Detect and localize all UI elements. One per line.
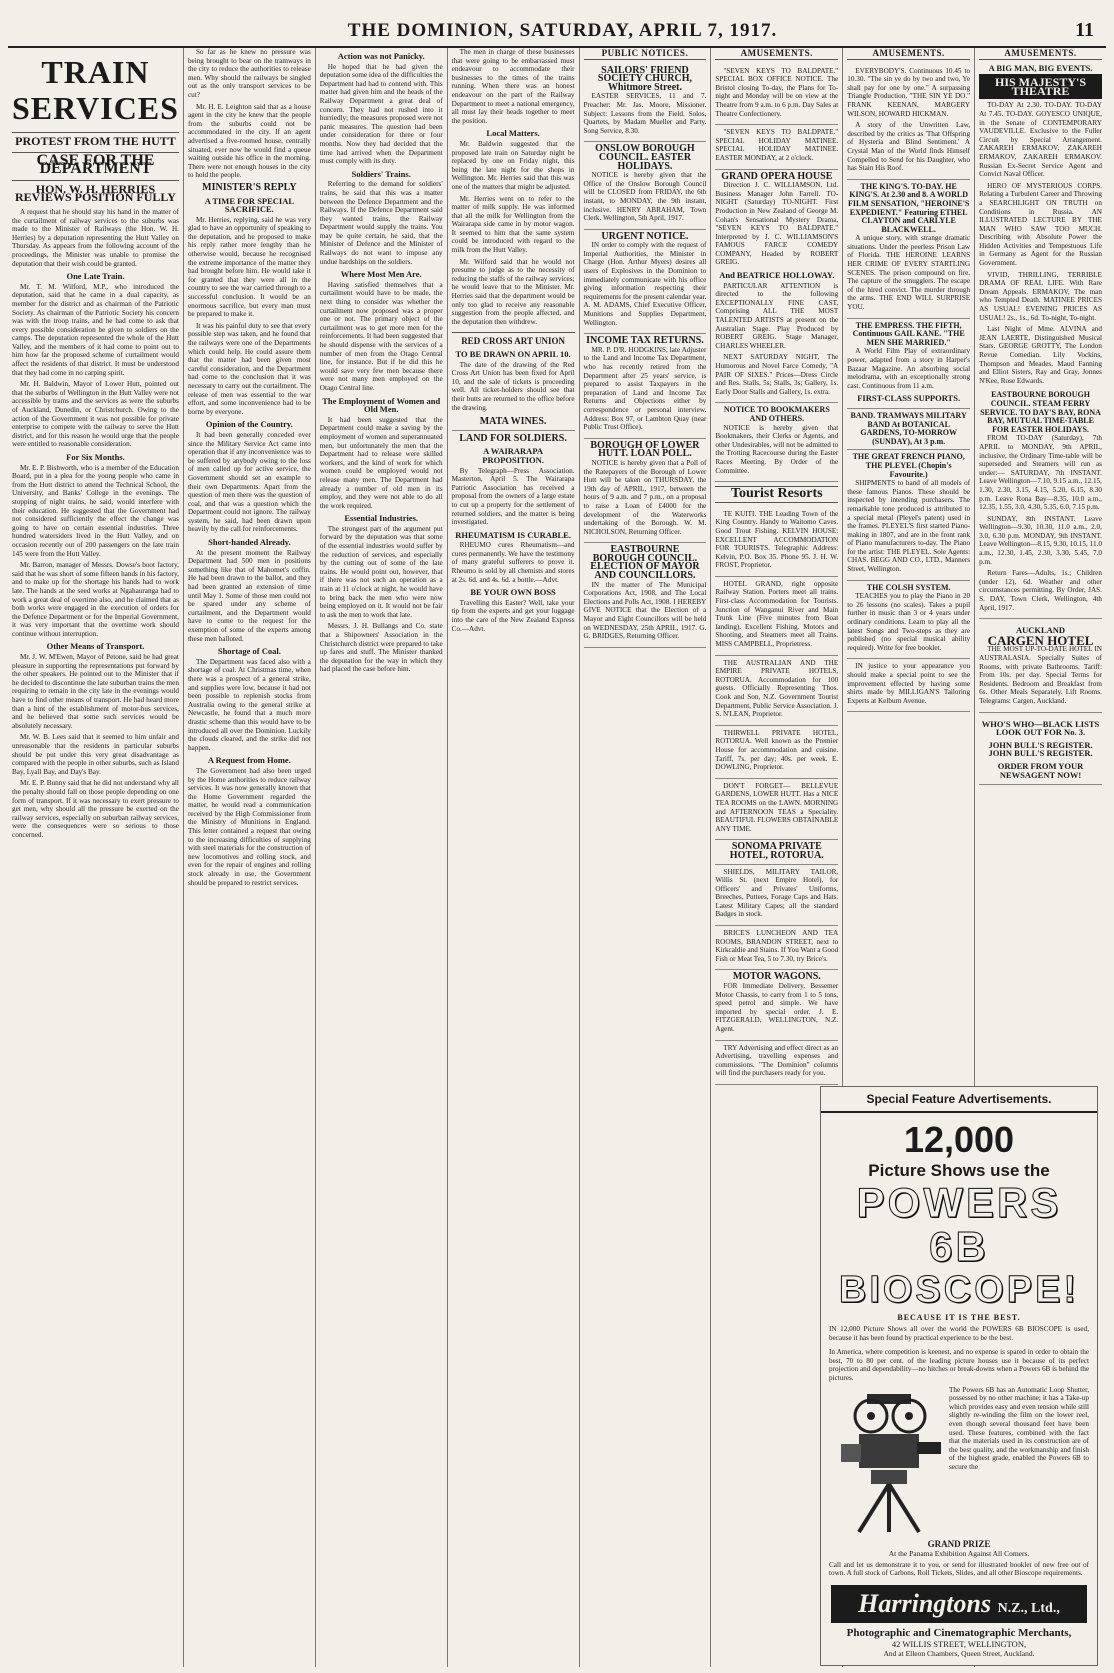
article-paragraph: RHEUMO cures Rheumatism—and cures permanently. We have the testimony of many grateful sufferers to prove it. Rheumo is sold by all chemists and stores at 2s. 6d. and 4s. 6d. a bottle.—Advt. <box>451 541 575 584</box>
ad-brices: BRICE'S LUNCHEON AND TEA ROOMS, BRANDON STREET, next to Kirkcaldie and Stains. If You Want a Good Fish or Meat Tea, 5 to 7.30, try Brice's. <box>715 926 838 970</box>
landsol-heading: LAND FOR SOLDIERS. <box>459 432 567 444</box>
ad-hotel-grand: HOTEL GRAND, right opposite Railway Station. Porters meet all trains. First-class Accommodation for Tourists. Junction of Wanganui River and Main Trunk Line (Five minutes from Boat landing). Excellent Fishing. Motors and Shooting, and Steamers meet all Trains. MISS CAMPBELL, Proprietress. <box>715 577 838 656</box>
article-paragraph: Mr. Herries, replying, said he was very glad to have an opportunity of speaking to the deputation, and he proposed to make his reply rather more lengthy than he otherwise would, because he recognised the extreme importance of the matter they had brought before him. He would take it for granted that they were all in the country to see the war carried through to a successful conclusion. It would be an enormous sacrifice, but every man must be prepared to make it. <box>187 215 311 319</box>
article-paragraph: So far as he knew no pressure was being brought to bear on the tramways in the city to reduce the authorities to release men. Why should the railways be singled out as the only transport services to be cut? <box>187 48 311 99</box>
article-paragraph: Mr. H. Baldwin, Mayor of Lower Hutt, pointed out that the suburbs of Wellington in the Hutt Valley were not accessible by trams and the services as were the suburbs of Auckland, Dunedin, or Christchurch. Owing to the action of the Government it was not possible for private enterprise to compete with the railway to serve the Hutt district, and for this reason he would urge that the people were entitled to reasonable consideration. <box>12 380 179 449</box>
article-paragraph: A request that he should stay his hand in the matter of the curtailment of railway services to the suburbs was made to the Minister of Railways (the Hon. W. H. Herries) by a deputation representing the Hutt Valley on Thursday. As appears from the following account of the proceedings, the Minister was unable to promise the deputation that their wish could be granted. <box>12 207 179 268</box>
ad-picture-shows: Picture Shows use the <box>868 1161 1050 1180</box>
article-paragraph: Mr. H. E. Leighton said that as a house agent in the city he knew that the people from the suburbs could not be accommodated in the city. If an agent advertised a five-roomed house, centrally situated, ever now he would find a queue waiting outside his office in the morning. There were not enough houses in the city to hold the people. <box>187 102 311 180</box>
ad-paragraph: TO-DAY At 2.30. TO-DAY. TO-DAY At 7.45. TO-DAY. GOYESCO UNIQUE, in the Senate of CONTEMPORARY VAUDEVILLE. Exclusive to the Fuller Circuit by Special Arrangement. ZAKAREH ERMAKOV, ZAKAREH ERMAKOV, ZAKAREH ERMAKOV. Russian Ex-Secret Service Agent and Convict Naval Officer. <box>979 101 1102 179</box>
ad-pleyel: THE GREAT FRENCH PIANO, THE PLEYEL (Chopin's Favourite.) SHIPMENTS to hand of all models of these famous Pianos. These should be inspected by intending purchasers. The remarkable tone produced is attributed to a special metal (Pleyel's patent) used in the frames. PLEYEL'S first started Piano-making in 1807, and are in the front rank of Piano manufacturers to-day. The Piano for the artist: THE PLEYEL. Sole Agents: CHAS. BEGG AND CO., LTD., Manners Street, Wellington. <box>847 450 970 580</box>
article-paragraph: At the present moment the Railway Department had 500 men in positions something like that of Mahomet's coffin. He had been drawn to the ballot, and they had been granted an extension of time until May 1. Some of those men could not be spared under any scheme of curtailment, and the Department would have to come to the request for the exemption of some of the experts among these men balloted. <box>187 548 311 643</box>
article-paragraph: Messrs. J. H. Bullangs and Co. state that a Shipowners' Association in the Christchurch district were prepared to take up fares and stuff. The Minister thanked the deputation for the way in which they had placed the case before him. <box>319 622 443 674</box>
masthead <box>8 0 1106 48</box>
ad-motor-wagons: MOTOR WAGONS. FOR Immediate Delivery, Bessemer Motor Chassis, to carry from 1 to 5 tons, speed petrol and simple. We have imported by special order. J. E. FITZGERALD, WELLINGTON, N.Z. Agent. <box>715 970 838 1040</box>
column-4 <box>448 48 580 1667</box>
ad-empress: THE EMPRESS. THE FIFTH, Continuous GAIL KANE. "THE MEN SHE MARRIED." A World Film Play of extraordinary power, adapted from a story in Harper's Bazaar Magazine. An absorbing social melodrama, with an exceptionally strong cast. Continuous from 11 a.m. FIRST-CLASS SUPPORTS. <box>847 319 970 409</box>
ad-thirwell: THIRWELL PRIVATE HOTEL, ROTORUA. Well known as the Premier House for accommodation and cuisine. Tariff, 7s. per day; 40s. per week. E. DOWLING, Proprietor. <box>715 726 838 779</box>
ad-kelvin-house: TE KUITI. THE Leading Town of the King Country. Handy to Waitomo Caves. Good Trout Fishing. KELVIN HOUSE: EXCELLENT ACCOMMODATION FOR TOURISTS. Telegraphic Address: Kelvin, P.O. Box 35. Phone 95. J. H. W. FROST, Proprietor. <box>715 507 838 577</box>
ad-advertising: TRY Advertising and effect direct as an Advertising, travelling expenses and commissions. "The Dominion" columns will find the purchasers ready for you. <box>715 1041 838 1085</box>
ad-colsh: THE COLSH SYSTEM. TEACHES you to play the Piano in 20 to 26 lessons (no scales). Takes a pupil further in music than 3 or 4 years under ordinary conditions. Learn to play all the latest Songs and Two-steps as they are published (no special musical ability required). Write for free booklet. <box>847 581 970 660</box>
column-2 <box>184 48 316 1667</box>
his-majestys-banner: HIS MAJESTY'S THEATRE <box>979 74 1102 99</box>
article-paragraph: The Government had also been urged by the Home authorities to reduce railway services. It was now generally known that the Home Government regarded the matter, he would read a communication received by the High Commissioner from the Ministry of Munitions in England. This letter contained a request that owing to the increasing difficulties of supplying with steel materials for the construction of new locomotives and rolling stock, and even for the repair of engines and rolling stock already in use, the Government should be prepared to restrict services. <box>187 766 311 887</box>
article-paragraph: Mr. E. P. Bunny said that he did not understand why all the penalty should fall on those people depending on one form of transport. If it was necessary to exert pressure to get men, why should all the pressure be exerted on the railway services, especially on suburban railway services, were the consequences were so serious to those concerned. <box>12 779 179 839</box>
article-paragraph: The strongest part of the argument put forward by the deputation was that some of the essential industries would suffer by the reduction of services, and especially by the cutting out of some of the late trains. He would point out, however, that if there was not such an operation as a train at 11 o'clock at night, he would have to bring back the men who were now being employed on it. It would not be fair to ask the men to work that late. <box>319 524 443 619</box>
article-subheading: One Late Train. <box>66 271 125 282</box>
article-paragraph: Mr. W. B. Lees said that it seemed to him unfair and unreasonable that the residents in particular suburbs should be put under this very great disadvantage as compared with the people in other suburbs, such as Island Bay, Lyall Bay, and Day's Bay. <box>12 733 179 776</box>
article-paragraph: Mr. T. M. Wilford, M.P., who introduced the deputation, said that he came in a dual capacity, as member for the district and as chairman of the Patriotic Society. As chairman of the Patriotic Society his concern was with the troop trains, and he had come to ask that every possible consideration be given to soldiers on the camps. The deputation represented the whole of the Hutt Valley, and the members of it had come to point out to him how far the proposed scheme of curtailment would affect the residents of that district. It must be understood that they had come in no carping spirit. <box>12 282 179 377</box>
article-subheading: Essential Industries. <box>344 513 419 524</box>
article-paragraph: It had been suggested that the Department could make a saving by the employment of women and superannuated men, but unfortunately the men that the Department had to release were skilled workers, and the kind of work for which women could be employed would not release many men. The Department had already a number of old men in its employ, and they were not able to do all the work required. <box>319 415 443 510</box>
ad-bookmakers: NOTICE TO BOOKMAKERS AND OTHERS. NOTICE is hereby given that Bookmakers, their Clerks or Agents, and other Undesirables, will not be admitted to the Trotting Racecourse during the Easter Races Meeting. By Order of the Committee. <box>715 403 838 482</box>
ad-merchants: Photographic and Cinematographic Merchants, <box>846 1626 1072 1639</box>
landsol-subheading: A WAIRARAPA PROPOSITION. <box>482 446 544 465</box>
column-5 <box>580 48 712 1667</box>
ad-paragraph: VIVID, THRILLING, TERRIBLE DRAMA OF REAL LIFE. With Rare Dream Appeals. ERMAKOV, The man who Tempted Death. MATINEE PRICES AS USUAL! EVENING PRICES AS USUAL! 2s., 1s., 6d. To-night, To-night. <box>979 270 1102 322</box>
article-subheading: Action was not Panicky. <box>337 51 425 61</box>
amusements-header: AMUSEMENTS. <box>715 48 838 60</box>
page-number: 11 <box>1075 19 1094 41</box>
ad-band: BAND. TRAMWAYS MILITARY BAND At BOTANICAL GARDENS, TO-MORROW (SUNDAY), At 3 p.m. <box>847 409 970 450</box>
article-paragraph: It had been generally conceded ever since the Military Service Act came into operation that if any inconvenience was to be suffered by anybody owing to the loss of men called up for active service, the Government should set an example to their own Departments. Apart from the question of men there was the question of coal, and that was a question which the Department could not ignore. The railway system, he said, had been drawn upon heavily by the call for reinforcements. <box>187 430 311 534</box>
train-subhead-3: HON. W. H. HERRIES REVIEWS POSITION FULLY <box>12 180 179 202</box>
article-paragraph: Mr. Wilford said that he would not presume to judge as to the necessity of reducing the staffs of the railway services; he would leave that to the Minister. Mr. Herries said that the department would be only too glad to receive any reasonable suggestion from the people affected, and the deputation then withdrew. <box>451 257 575 326</box>
amusements-header: AMUSEMENTS. <box>847 48 970 60</box>
notice: INCOME TAX RETURNS. MR. P. D'R. HODGKINS, late Adjuster to the Land and Income Tax Department, who has recently retired from the Department after 25 years' service, is prepared to assist Taxpayers in the preparation of Land and Income Tax Returns and Objections either by correspondence or personal interview. Address: Box 97, or Lambton Quay (near Public Trust Office). <box>584 334 707 439</box>
ad-lower <box>821 1386 1097 1536</box>
big-man-heading: A BIG MAN, BIG EVENTS. <box>988 62 1093 73</box>
ad-sonoma: SONOMA PRIVATE HOTEL, ROTORUA. <box>715 840 838 864</box>
article-subheading: The Employment of Women and Old Men. <box>322 395 441 415</box>
ad-number: 12,000 <box>903 1119 1015 1160</box>
redcross-heading: RED CROSS ART UNION <box>452 332 575 346</box>
ad-paragraph: HERO OF MYSTERIOUS CORPS. Relating a Turbulent Career and Throwing a SEARCHLIGHT ON TRUTH on Conditions in Russia. AN ILLUSTRATED LECTURE BY THE MAN WHO SAW TOO MUCH. Describing with Absolute Power the Hidden Activities and Tempestuous Life in Germany as Agent for the Russian Government. <box>979 181 1102 268</box>
article-paragraph: The date of the drawing of the Red Cross Art Union has been fixed for April 10, and the sale of tickets is proceeding well. All ticket-holders should see that their butts are returned to the office before the drawing. <box>451 360 575 412</box>
ad-body-3: The Powers 6B has an Automatic Loop Shutter, possessed by no other machine; it has a Take-up which provides easy and even tension while still slightly re-winding the film on the lower reel, even though several thousand feet have been used. These features, combined with the fact that the materials used in its construction are of the best quality, and the workmanship and finish of the highest grade, enabled the Powers 6B to secure the <box>949 1385 1089 1471</box>
article-subheading: A Request from Home. <box>207 755 291 766</box>
column-3 <box>316 48 448 1667</box>
ad-john-bull: WHO'S WHO—BLACK LISTS LOOK OUT FOR No. 3. JOHN BULL'S REGISTER. JOHN BULL'S REGISTER. ORDER FROM YOUR NEWSAGENT NOW! <box>979 713 1102 786</box>
article-subheading: For Six Months. <box>66 452 125 462</box>
ad-body-1: IN 12,000 Picture Shows all over the world the POWERS 6B BIOSCOPE is used, because it has been found by practical experience to be the best. <box>829 1325 1089 1342</box>
article-subheading: Shortage of Coal. <box>217 646 281 657</box>
ad-shields: SHIELDS, MILITARY TAILOR, Willis St. (next Empire Hotel), for Officers' and Privates' Uniforms, Breeches, Puttees, Forage Caps and Hats. Latest Military Capes; all the standard Badges in stock. <box>715 865 838 927</box>
article-paragraph: By Telegraph—Press Association. Masterton, April 5. The Wairarapa Patriotic Association has received a proposal from the owners of a large estate to cut up a property for the settlement of returned soldiers, and the matter is being investigated. <box>451 466 575 527</box>
ad-paragraph: Last Night of Mme. ALVINA and JEAN LAERTE, Distinguished Musical Stars. GEORGE GROTTY, The London Revue Comedian. Lily Vockins, Thompson and Meades, Maud Fanning and Elliot Sisters, Ray and Gray, Jonnes N'Kee, Rose Edwards. <box>979 325 1102 385</box>
ad-body-4: Call and let us demonstrate it to you, or send for illustrated booklet of new free out of town. A full stock of Carbons, Roll Tickets, Slides, and all other Bioscope requirements. <box>829 1560 1089 1578</box>
article-subheading: MINISTER'S REPLY <box>202 181 297 193</box>
ad-powers: POWERS 6B <box>856 1179 1062 1270</box>
article-subheading: Where Most Men Are. <box>340 269 422 280</box>
special-feature-bar: Special Feature Advertisements. <box>821 1087 1097 1113</box>
amusements-header: AMUSEMENTS. <box>979 48 1102 60</box>
article-paragraph: He hoped that he had given the deputation some idea of the difficulties the Department had had to contend with. This matter had given him and the heads of the Railway Department a great deal of concern. They had not rushed into it hurriedly; the measures proposed were not panic measures. The question had been under consideration for three or four months. Now they had decided that the time had arrived when the Department must comply with its duty. <box>319 62 443 166</box>
ad-address-2: And at Elleon Chambers, Queen Street, Auckland. <box>883 1648 1035 1658</box>
article-paragraph: It was his painful duty to see that every possible step was taken, and he found that the railways were one of the Departments which could help. He could assure them that the matter had been given most careful consideration, and the Department had come to the conclusion that it was necessary to carry out the curtailment. The release of men was essential to the war effort, and some inconvenience had to be borne by everyone. <box>187 321 311 416</box>
article-subheading: Soldiers' Trains. <box>351 168 411 179</box>
article-paragraph: Mr. Barron, manager of Messrs. Dowse's boot factory, said that he was short of some fifteen hands in his factory, and to make up for the shortage his hands had to work late. The hands at the seed works at Ngahauranga had to work a great deal of overtime also, and he claimed that as both works were engaged in the execution of orders for the Defence Department or for the Imperial Government, it was very important that the overtime work should continue without interruption. <box>12 561 179 638</box>
ad-bioscope: BIOSCOPE! <box>838 1269 1080 1311</box>
article-paragraph: Referring to the demand for soldiers' trains, he said that this was a matter between the Defence Department and the Railways. If the Defence Department said they wanted trains, the Railway Department would supply the trains. You may be quite certain, he said, that the Minister of Defence and the Minister of Railways do not want to impose any undue hardships on the soldiers. <box>319 180 443 266</box>
ad-cargen-hotel: AUCKLAND CARGEN HOTEL THE MOST UP-TO-DATE HOTEL IN AUSTRALASIA. Specially Suites of Rooms, with private Bathrooms. Tariff: From 10s. per day. Special Terms for Residents. Bedroom and Breakfast from 6s. Other Meals Separately. Lift Rooms. Telegrams: Cargen, Auckland. <box>979 619 1102 712</box>
article-paragraph: Mr. Baldwin suggested that the proposed late train on Saturday night be replaced by one on Friday night, this being the late night for the shops in Wellington. Mr. Herries said that this was one of the matters that might be adjusted. <box>451 139 575 191</box>
column-1 <box>8 48 184 1667</box>
train-subhead-2: CASE FOR THE DEPARTMENT <box>12 152 179 174</box>
article-paragraph: The Department was faced also with a shortage of coal. At Christmas time, when there was a prospect of a general strike, and supplies were low, because it had not been possible to replenish stocks from Australia owing to the general strike at Newcastle, he found that a much more drastic scheme than this would have to be introduced all over the Dominion. Luckily the clouds cleared, and the strike did not happen. <box>187 657 311 752</box>
notice: SAILORS' FRIEND SOCIETY CHURCH, Whitmore Street. EASTER SERVICES, 11 and 7. Preacher: Mr. Jas. Moore, Missioner. Subject: Lessons from the Field. Solos, Quartets, by Madam Mueller and Party. Song Service, 8.30. <box>584 64 707 143</box>
article-subheading: Short-handed Already. <box>208 537 291 548</box>
ad-kings: THE KING'S. TO-DAY. HE KING'S. At 2.30 and 8. A WORLD FILM SENSATION, "HEROINE'S EXPEDIENT." Featuring ETHEL CLAYTON and CARLYLE BLACKWELL. A unique story, with strange dramatic situations. Under the peerless Prison Law of Florida. THE HEROINE LEARNS HER CRIME OF EVERY STARTLING SCENES. The prison compound on fire. The capture of the smugglers. The escape of the hired convict. The murder through the arms. THE END WILL SURPRISE YOU. <box>847 180 970 319</box>
ad-australian-hotel: THE AUSTRALIAN AND THE EMPIRE PRIVATE HOTELS, ROTORUA. Accommodation for 100 guests. Officially Representing Thos. Cook and Son, N.Z. Government Tourist Department, Public Service Association. J. S. N'LEAN, Proprietor. <box>715 656 838 726</box>
article-paragraph: Having satisfied themselves that a curtailment would have to be made, the next thing to consider was whether the curtailment now proposed was a proper one or not. The primary object of the curtailment was to get more men for the reinforcements. It had been suggested that he should dispense with the services of a number of men from the Otago Central line, for instance. But if he did this he would save very few men because there were not many men employed on the Otago Central line. <box>319 280 443 392</box>
ad-body-2: In America, where competition is keenest, and no expense is spared in order to obtain the best, 70 to 80 per cent. of the leading picture houses use it because of its perfect projection and dependability—no hitches or break-downs when a Powers 6B is behind the pictures. <box>829 1348 1089 1382</box>
ad-address: 42 WILLIS STREET, WELLINGTON, <box>891 1638 1027 1649</box>
article-subheading: Local Matters. <box>486 128 540 139</box>
masthead-title: THE DOMINION, SATURDAY, APRIL 7, 1917. <box>347 20 778 41</box>
train-headline: TRAIN SERVICES <box>12 54 179 126</box>
ad-mata-wines: MATA WINES. <box>452 415 575 431</box>
ad-baldpate: "SEVEN KEYS TO BALDPATE." SPECIAL BOX OFFICE NOTICE. The Bristol closing To-day, the Plans for To-night and Monday will be on view at the Theatre from 9 a.m. to 6 p.m. Day Sales at Theatre Confectionery. <box>715 64 838 126</box>
article-subheading: Other Means of Transport. <box>46 641 145 652</box>
boys-heading: BE YOUR OWN BOSS <box>470 587 556 598</box>
article-paragraph: The men in charge of these businesses that were going to be embarrassed must endeavour to accommodate their businesses to the times of the trains running. When there was an honest endeavour on the part of the Railway Department to meet a national emergency, all must lay their heads together to meet the position. <box>451 48 575 125</box>
notice: EASTBOURNE BOROUGH COUNCIL. ELECTION OF MAYOR AND COUNCILLORS. IN the matter of The Municipal Corporations Act, 1908, and The Local Elections and Polls Act, 1908. I HEREBY GIVE NOTICE that the Election of a Mayor and Eight Councillors will be held on WEDNESDAY, 25th APRIL, 1917. G. G. BRIDGES, Returning Officer. <box>584 543 707 648</box>
article-subheading: Opinion of the Country. <box>205 419 293 430</box>
article-paragraph: Travelling this Easter? Well, take your tip from the experts and get your luggage into the care of the New Zealand Express Co.—Advt. <box>451 598 575 633</box>
ad-because: BECAUSE IT IS THE BEST. <box>897 1313 1021 1322</box>
redcross-subheading: TO BE DRAWN ON APRIL 10. <box>455 349 571 359</box>
harringtons-logo: Harringtons N.Z., Ltd., <box>831 1585 1087 1623</box>
article-subheading: A TIME FOR SPECIAL SACRIFICE. <box>204 195 295 215</box>
ad-grand-prize: GRAND PRIZE <box>927 1538 991 1549</box>
ad-bellevue: DON'T FORGET— BELLEVUE GARDENS, LOWER HUTT. Has a NICE TEA ROOMS on the LAWN. MORNING and AFTERNOON TEAS a Speciality. BEAUTIFUL FLOWERS OBTAINABLE ANY TIME. <box>715 779 838 841</box>
ad-panama: At the Panama Exhibition Against All Comers. <box>888 1548 1030 1558</box>
ad-baldpate-matinee: "SEVEN KEYS TO BALDPATE." SPECIAL HOLIDAY MATINEE. SPECIAL HOLIDAY MATINEE. EASTER MONDAY, at 2 o'clock. <box>715 125 838 169</box>
notice: ONSLOW BOROUGH COUNCIL. EASTER HOLIDAYS. NOTICE is hereby given that the Office of the Onslow Borough Council will be CLOSED from FRIDAY, the 6th instant, to MONDAY, the 9th instant, inclusive. HENRY ABRAHAM, Town Clerk. Wellington, 5th April, 1917. <box>584 142 707 229</box>
projector-icon <box>829 1386 949 1536</box>
ad-eastbourne-ferry: EASTBOURNE BOROUGH COUNCIL. STEAM FERRY SERVICE. TO DAY'S BAY, RONA BAY, MUTUAL TIME-TABLE FOR EASTER HOLIDAYS. FROM TO-DAY (Saturday), 7th APRIL to MONDAY, 9th APRIL, inclusive, the Ordinary Time-table will be superseded and Steamers will run as under:— SATURDAY, 7th INSTANT. Leave Wellington—7.10, 9.15 a.m., 12.15, 1.30, 2.30, 3.15, 4.15, 5.20, 6.15, 8.30 p.m. Leave Rona Bay—8.35, 10.0 a.m., 12.35, 1.55, 3.0, 4.30, 5.35, 6.0, 7.15 p.m. SUNDAY, 8th INSTANT. Leave Wellington—9.30, 10.30, 11.0 a.m., 2.0, 3.0, 6.30 p.m. MONDAY, 9th INSTANT. Leave Wellington—8.15, 9.30, 10.15, 11.0 a.m., 12.30, 1.45, 2.30, 3.30, 5.45, 7.0 p.m. Return Fares—Adults, 1s.; Children (under 12), 6d. Weather and other circumstances permitting. By Order, JAS. S. DAY, Town Clerk, Wellington, 4th April, 1917. <box>979 388 1102 619</box>
notice: URGENT NOTICE. IN order to comply with the request of Imperial Authorities, the Minister in Charge (Hon. Arthur Myers) desires all users of Explosives in the Dominion to immediately communicate with his office giving information respecting their requirements for the present calendar year. A. M. ADAMS, Chief Executive Officer, Munitions and Supplies Department, Wellington. <box>584 230 707 335</box>
public-notices-header: PUBLIC NOTICES. <box>584 48 707 60</box>
ad-everybodys: EVERYBODY'S. Continuous 10.45 to 10.30. "The sin ye do by two and two, Ye shall pay for one by one." A surpassing Triangle Production, "THE SIN YE DO." FRANK KEENAN, MARGERY WILSON, HOWARD HICKMAN. A story of the Unwritten Law, described by the critics as 'That Offspring of Hysteria and Blind Sentiment.' A Crystal Man of the World finds Himself Compelled to Send for his Daughter, who has Stain His Roof. <box>847 64 970 180</box>
train-subhead-1: PROTEST FROM THE HUTT <box>12 132 179 146</box>
ad-milligans: IN justice to your appearance you should make a special point to see the improvement effected by having some shirts made by MILLIGAN'S Tailoring Experts at Kelburn Avenue. <box>847 659 970 712</box>
article-paragraph: Mr. Herries went on to refer to the matter of milk supply. He was informed that all the milk for Wellington from the Wairarapa side came in by motor wagon. It seemed to him that the same system could be introduced with regard to the milk from the Hutt Valley. <box>451 194 575 255</box>
notice: BOROUGH OF LOWER HUTT. LOAN POLL. NOTICE is hereby given that a Poll of the Ratepayers of the Borough of Lower Hutt will be taken on THURSDAY, the 19th day of APRIL, 1917, between the hours of 9 a.m. and 7 p.m., on a proposal to raise a Loan of £4000 for the development of the Waterworks undertaking of the Borough. W. M. NICHOLSON, Returning Officer. <box>584 439 707 544</box>
article-paragraph: Mr. E. P. Bishworth, who is a member of the Education Board, put in a plea for the young people who came in from the Hutt district to attend the Technical School, the University, and Banks' College in the evenings. The stopping of night trains, he said, would interfere with their education. He suggested that the Government had not considered sufficiently the effect the change was going to have on certain essential industries. Three hundred watersiders lived in the Hutt Valley, and on occasion recently out of 200 passengers on the late train 145 were from the Hutt Valley. <box>12 463 179 558</box>
ad-grand-opera: GRAND OPERA HOUSE Direction J. C. WILLIAMSON, Ltd. Business Manager John Farrell. TO-NIGHT (Saturday) TO-NIGHT. First Production in New Zealand of George M. Cohan's Sensational Mystery Drama, "SEVEN KEYS TO BALDPATE." Interpreted by J. C. WILLIAMSON'S FAMOUS FARCE COMEDY COMPANY, Headed by ROBERT GREIG. And BEATRICE HOLLOWAY. PARTICULAR ATTENTION is directed to the following EXCEPTIONALLY FINE CAST, Comprising ALL THE MOST TALENTED ARTISTS at present on the Australian Stage. Play Produced by ROBERT GREIG. Stage Manager, CHARLES WHEELER. NEXT SATURDAY NIGHT, The Humorous and Novel Farce Comedy, "A PAIR OF SIXES." Prices—Dress Circle and Res. Stalls, 5s; Stalls, 3s; Gallery, 1s. Early Door Stalls and Gallery, 1s. extra. <box>715 170 838 404</box>
tourist-resorts-heading: Tourist Resorts <box>715 486 838 503</box>
article-paragraph: Mr. J. W. M'Ewen, Mayor of Petone, said he had great pleasure in supporting the representations put forward by the other speakers. He pointed out to the Minister that if he decided to discontinue the late suburban trains the men requiring to remain in the city late in the evenings would have to find other means of transport. He had heard more than a hint of the establishment of motor-bus services, and he believed that some such services would be absolutely necessary. <box>12 653 179 730</box>
powers-bioscope-ad <box>820 1086 1098 1666</box>
rheum-heading: RHEUMATISM IS CURABLE. <box>455 529 571 540</box>
